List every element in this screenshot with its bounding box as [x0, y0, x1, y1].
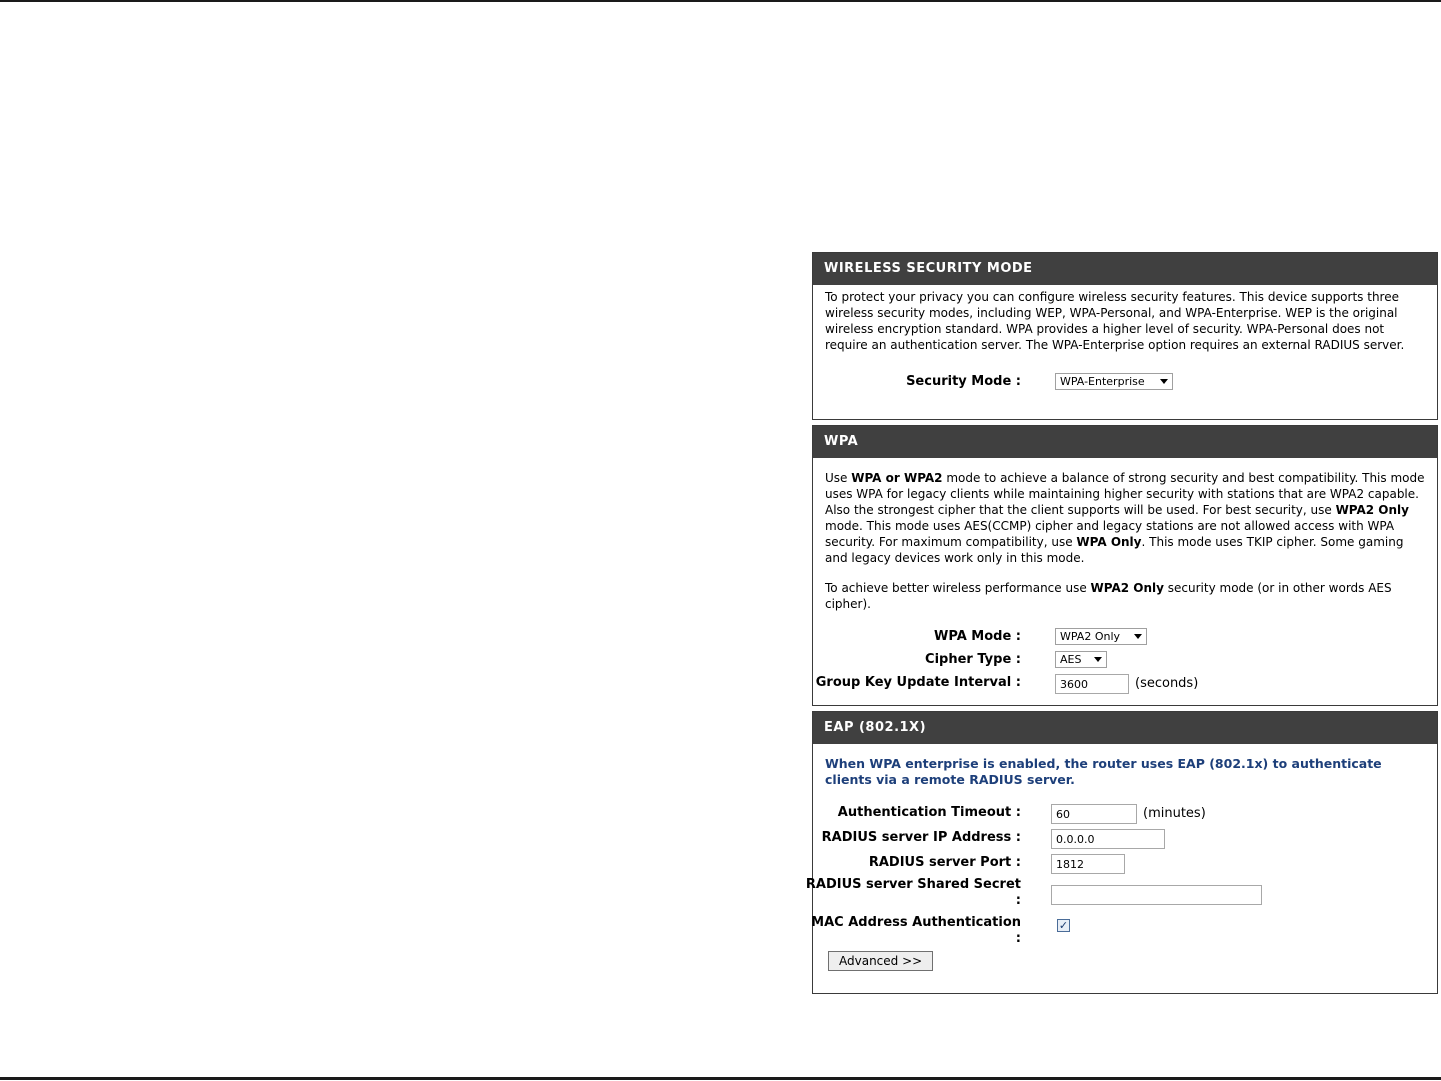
- chevron-down-icon: [1094, 657, 1102, 662]
- radius-ip-input[interactable]: 0.0.0.0: [1051, 829, 1165, 849]
- mac-auth-row: [811, 915, 1425, 951]
- advanced-button[interactable]: Advanced >>: [828, 951, 933, 971]
- chevron-down-icon: [1134, 634, 1142, 639]
- chevron-down-icon: [1160, 379, 1168, 384]
- wireless-security-mode-header: WIRELESS SECURITY MODE: [813, 253, 1437, 285]
- radius-ip-row: [821, 827, 1425, 852]
- auth-timeout-input[interactable]: 60: [1051, 804, 1137, 824]
- group-key-row: [815, 672, 1425, 695]
- security-mode-selected-value: WPA-Enterprise: [1060, 375, 1145, 388]
- radius-secret-input[interactable]: [1051, 885, 1262, 905]
- group-key-input[interactable]: 3600: [1055, 674, 1129, 694]
- security-mode-select[interactable]: [1055, 373, 1173, 390]
- bottom-rule: [0, 1077, 1441, 1080]
- mac-auth-label: [801, 915, 1021, 947]
- eap-description: When WPA enterprise is enabled, the router uses EAP (802.1x) to authenticate clients via a remote RADIUS server.: [825, 756, 1382, 787]
- mac-auth-label-line1: MAC Address Authentication: [811, 915, 1021, 930]
- cipher-type-label: Cipher Type :: [925, 652, 1021, 667]
- radius-ip-label: RADIUS server IP Address :: [821, 830, 1021, 845]
- mac-auth-checkbox[interactable]: ✓: [1058, 919, 1069, 932]
- eap-header: EAP (802.1X): [813, 712, 1437, 744]
- group-key-unit: (seconds): [1135, 676, 1199, 691]
- wpa-mode-select[interactable]: [1055, 628, 1147, 645]
- radius-secret-row: [805, 877, 1425, 915]
- wpa-description: Use WPA or WPA2 mode to achieve a balance of strong security and best compatibility. This mode uses WPA for legacy clients while maintaining higher security with stations that are WPA2 capable. Also the strongest cipher that the client supports will be used. For best security, use WPA2 Only mode. This mode uses AES(CCMP) cipher and legacy stations are not allowed access with WPA security. For maximum compatibility, use WPA Only. This mode uses TKIP cipher. Some gaming and legacy devices work only in this mode.: [825, 471, 1425, 565]
- radius-secret-label: [801, 877, 1021, 909]
- security-mode-label: Security Mode :: [906, 374, 1021, 389]
- wpa-mode-label: WPA Mode :: [934, 629, 1021, 644]
- wpa-mode-selected-value: WPA2 Only: [1060, 630, 1121, 643]
- auth-timeout-row: [825, 802, 1425, 827]
- wireless-security-mode-panel: [812, 252, 1438, 420]
- wpa-performance-note: To achieve better wireless performance use WPA2 Only security mode (or in other words AES cipher).: [825, 581, 1392, 611]
- cipher-type-selected-value: AES: [1060, 653, 1082, 666]
- radius-port-row: [825, 852, 1425, 877]
- radius-secret-label-line2: :: [1015, 893, 1021, 908]
- auth-timeout-label: Authentication Timeout :: [837, 805, 1021, 820]
- group-key-label: Group Key Update Interval :: [815, 675, 1021, 690]
- security-mode-row: [825, 371, 1425, 394]
- cipher-type-select[interactable]: [1055, 651, 1107, 668]
- auth-timeout-unit: (minutes): [1143, 806, 1206, 821]
- radius-port-input[interactable]: 1812: [1051, 854, 1125, 874]
- mac-auth-label-line2: :: [1015, 931, 1021, 946]
- radius-secret-label-line1: RADIUS server Shared Secret: [805, 877, 1021, 892]
- cipher-type-row: [825, 649, 1425, 672]
- wpa-header: WPA: [813, 426, 1437, 458]
- wpa-mode-row: [825, 626, 1425, 649]
- wpa-panel: [812, 425, 1438, 706]
- top-rule: [0, 0, 1441, 2]
- radius-port-label: RADIUS server Port :: [868, 855, 1021, 870]
- wireless-security-mode-description: To protect your privacy you can configure wireless security features. This device supports three wireless security modes, including WEP, WPA-Personal, and WPA-Enterprise. WEP is the original wireless encryption standard. WPA provides a higher level of security. WPA-Personal does not require an authentication server. The WPA-Enterprise option requires an external RADIUS server.: [825, 290, 1405, 352]
- eap-panel: [805, 711, 1438, 994]
